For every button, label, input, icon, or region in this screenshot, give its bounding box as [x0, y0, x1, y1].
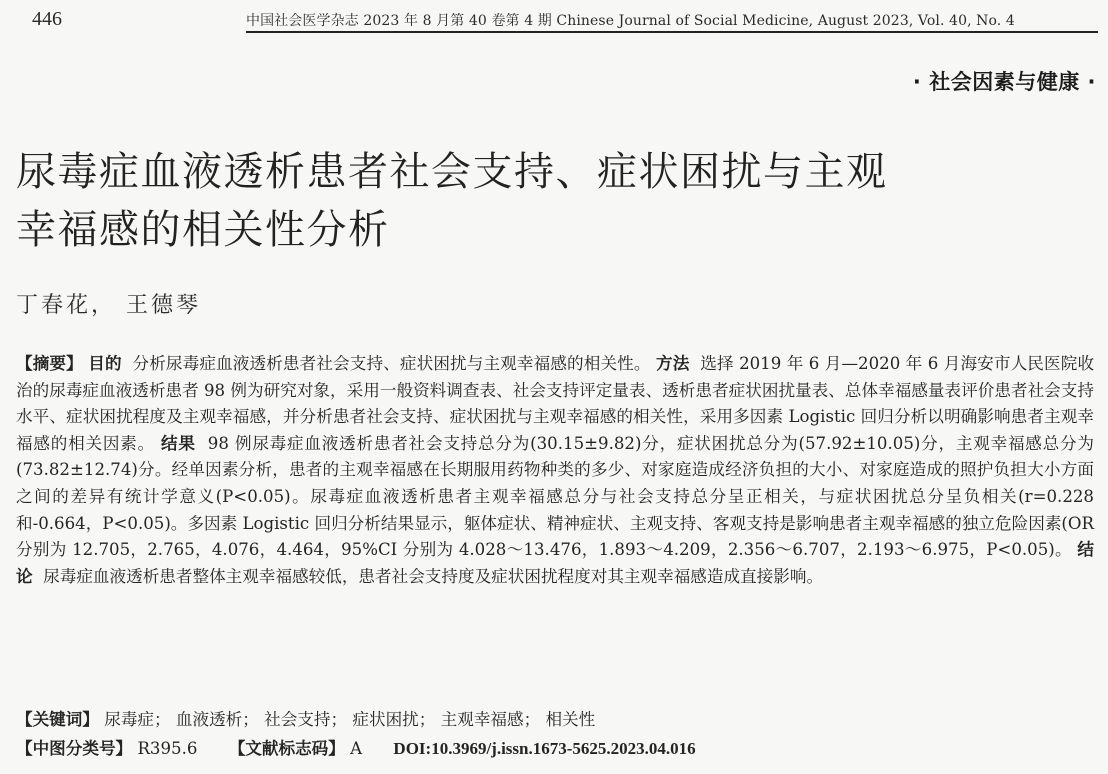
conclusion-text: 尿毒症血液透析患者整体主观幸福感较低，患者社会支持度及症状困扰程度对其主观幸福感造成直接影响。 [43, 566, 824, 586]
keywords-label: 【关键词】 [16, 710, 99, 729]
methods-label: 方法 [656, 354, 690, 373]
running-head: 中国社会医学杂志 2023 年 8 月第 40 卷第 4 期 Chinese Journal of Social Medicine, August 2023, Vol. 40, No. 4 [246, 13, 1015, 29]
doi[interactable]: DOI:10.3969/j.issn.1673-5625.2023.04.016 [393, 739, 696, 758]
keywords-list: 尿毒症； 血液透析； 社会支持； 症状困扰； 主观幸福感； 相关性 [104, 710, 596, 729]
results-text: 98 例尿毒症血液透析患者社会支持总分为(30.15±9.82)分，症状困扰总分为(57.92±10.05)分，主观幸福感总分为(73.82±12.74)分。经单因素分析，患者的主观幸福感在长期服用药物种类的多少、对家庭造成经济负担的大小、对家庭造成的照护负担大小方面之间的差异有统计学意义(P<0.05)。尿毒症血液透析患者主观幸福感总分与社会支持总分呈正相关，与症状困扰总分呈负相关(r=0.228 和-0.664，P<0.05)。多因素 Logistic 回归分析结果显示，躯体症状、精神症状、主观支持、客观支持是影响患者主观幸福感的独立危险因素(OR 分别为 12.705，2.765，4.076，4.464，95%CI 分别为 4.028～13.476，1.893～4.209，2.356～6.707，2.193～6.975，P<0.05)。 [16, 433, 1094, 560]
page-number: 446 [32, 8, 62, 30]
objective-label: 目的 [88, 354, 122, 373]
page-header [0, 0, 1108, 34]
abstract [16, 351, 1094, 590]
authors: 丁春花， 王德琴 [16, 293, 201, 318]
conclusion-label: 结论 [16, 540, 1094, 586]
title-line-1: 尿毒症血液透析患者社会支持、症状困扰与主观 [16, 149, 888, 195]
doc-code-value: A [350, 739, 363, 758]
classification-line [16, 735, 696, 759]
objective-text: 分析尿毒症血液透析患者社会支持、症状困扰与主观幸福感的相关性。 [132, 354, 651, 373]
clc-value: R395.6 [137, 739, 198, 758]
article-title [16, 143, 1016, 259]
clc-label: 【中图分类号】 [16, 739, 133, 758]
section-label: · 社会因素与健康 · [912, 70, 1096, 94]
keywords-line [16, 706, 595, 730]
doc-code-label: 【文献标志码】 [228, 739, 345, 758]
methods-text: 选择 2019 年 6 月—2020 年 6 月海安市人民医院收治的尿毒症血液透析患者 98 例为研究对象，采用一般资料调查表、社会支持评定量表、透析患者症状困扰量表、总体幸福感量表评价患者社会支持水平、症状困扰程度及主观幸福感，并分析患者社会支持、症状困扰与主观幸福感的相关性，采用多因素 Logistic 回归分析以明确影响患者主观幸福感的相关因素。 [16, 354, 1095, 453]
abstract-label: 【摘要】 [16, 354, 83, 373]
header-rule [246, 31, 1098, 33]
title-line-2: 幸福感的相关性分析 [16, 207, 390, 253]
results-label: 结果 [160, 433, 196, 453]
